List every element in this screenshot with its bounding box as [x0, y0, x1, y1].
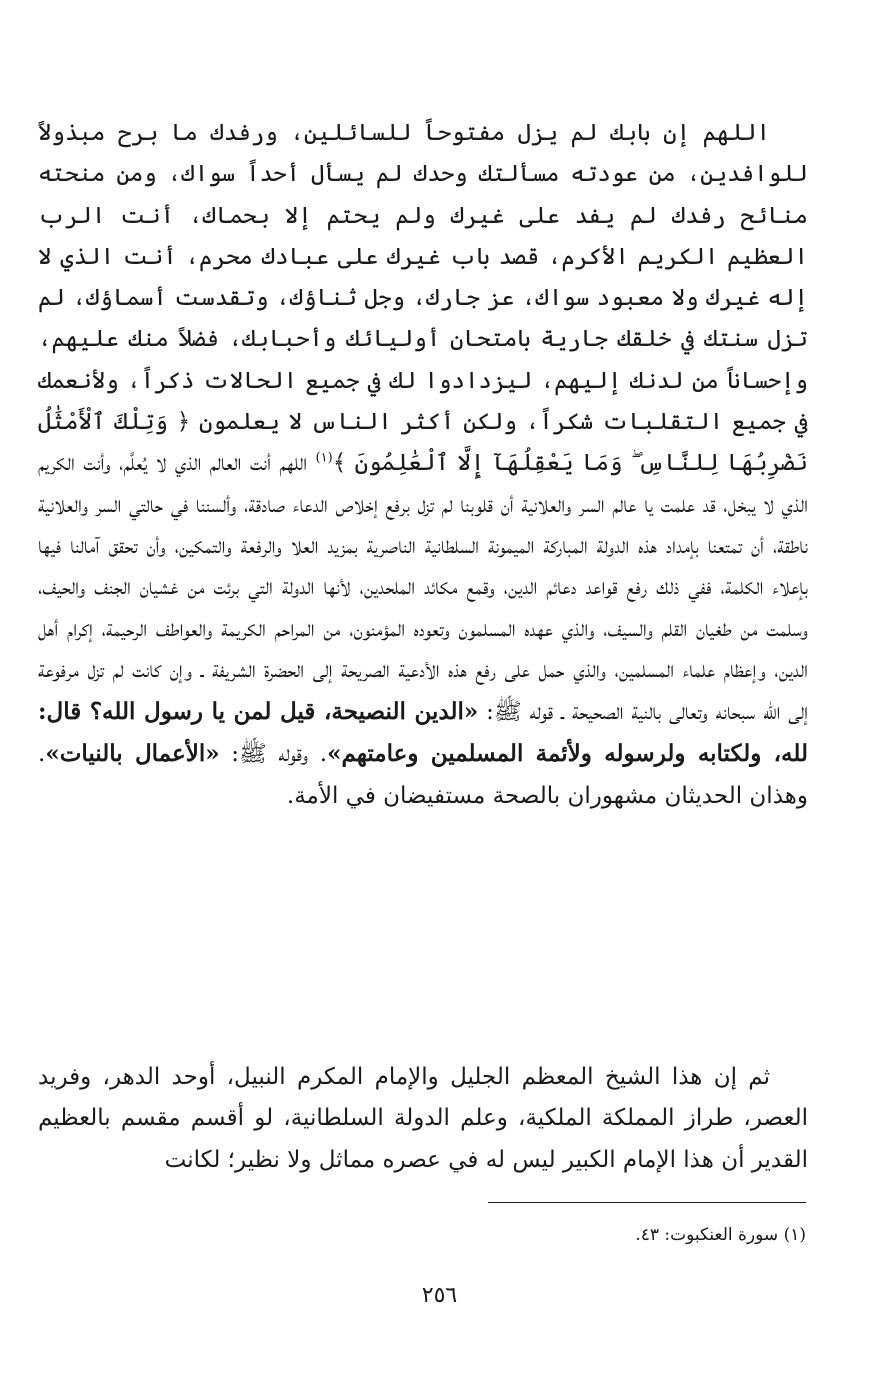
- quran-verse: ﴿ وَتِلْكَ ٱلْأَمْثَٰلُ نَضْرِبُهَا لِلنَّاسِ ۖ وَمَا يَعْقِلُهَآ إِلَّا ٱلْعَٰلِمُونَ ﴾: [38, 409, 809, 477]
- paragraph-mid-text: . وقوله ﷺ:: [219, 741, 328, 768]
- footnote-divider: [488, 1202, 806, 1203]
- second-paragraph-text: ثم إن هذا الشيخ المعظم الجليل والإمام المكرم النبيل، أوحد الدهر، وفريد العصر، طراز المملكة الملكية، وعلم الدولة السلطانية، لو أقسم مقسم بالعظيم القدير أن هذا الإمام الكبير ليس له في عصره مماثل ولا نظير؛ لكانت: [38, 1064, 808, 1173]
- footnote-marker: (١): [315, 450, 333, 466]
- paragraph-intro-text: اللهم إن بابك لم يزل مفتوحاً للسائلين، ورفدك ما برح مبذولاً للوافدين، من عودته مسألتك وحدك لم يسأل أحداً سواك، ومن منحته منائح رفدك لم يفد على غيرك ولم يحتم إلا بحماك، أنت الرب العظيم الكريم الأكرم، قصد باب غيرك على عبادك محرم، أنت الذي لا إله غيرك ولا معبود سواك، عز جارك، وجل ثناؤك، وتقدست أسماؤك، لم تزل سنتك في خلقك جارية بامتحان أوليائك وأحبابك، فضلاً منك عليهم، وإحساناً من لدنك إليهم، ليزدادوا لك في جميع الحالات ذكراً، ولأنعمك في جميع التقلبات شكراً، ولكن أكثر الناس لا يعلمون: [38, 120, 808, 436]
- second-paragraph: [38, 1057, 808, 1181]
- hadith-quote-2: «الأعمال بالنيات»: [45, 740, 220, 768]
- footnote: (١) سورة العنكبوت: ٤٣.: [635, 1225, 806, 1245]
- page-number: ٢٥٦: [421, 1283, 458, 1308]
- paragraph-ending-text: . وهذان الحديثان مشهوران بالصحة مستفيضان في الأمة.: [38, 741, 808, 809]
- hadith-quote-1: «الدين النصيحة، قيل لمن يا رسول الله؟ قال: لله، ولكتابه ولرسوله ولأئمة المسلمين وعامتهم»: [38, 698, 808, 768]
- main-paragraph: [38, 113, 808, 817]
- paragraph-continuation-text: اللهم أنت العالم الذي لا يُعلَّم، وأنت الكريم الذي لا يبخل، قد علمت يا عالم السر والعلانية أن قلوبنا لم تزل برفع إخلاص الدعاء صادقة، وألسننا في حالتي السر والعلانية ناطقة، أن تمتعنا بإمداد هذه الدولة المباركة الميمونة السلطانية الناصرية بمزيد العلا والرفعة والتمكين، وأن تحقق آمالنا فيها بإعلاء الكلمة، ففي ذلك رفع قواعد دعائم الدين، وقمع مكائد الملحدين، لأنها الدولة التي برئت من غشيان الجنف والحيف، وسلمت من طغيان القلم والسيف، والذي عهده المسلمون وتعوده المؤمنون، من المراحم الكريمة والعواطف الرحيمة، إكرام أهل الدين، وإعظام علماء المسلمين، والذي حمل على رفع هذه الأدعية الصريحة إلى الحضرة الشريفة ـ وإن كانت لم تزل مرفوعة إلى الله سبحانه وتعالى بالنية الصحيحة ـ قوله ﷺ:: [38, 450, 809, 726]
